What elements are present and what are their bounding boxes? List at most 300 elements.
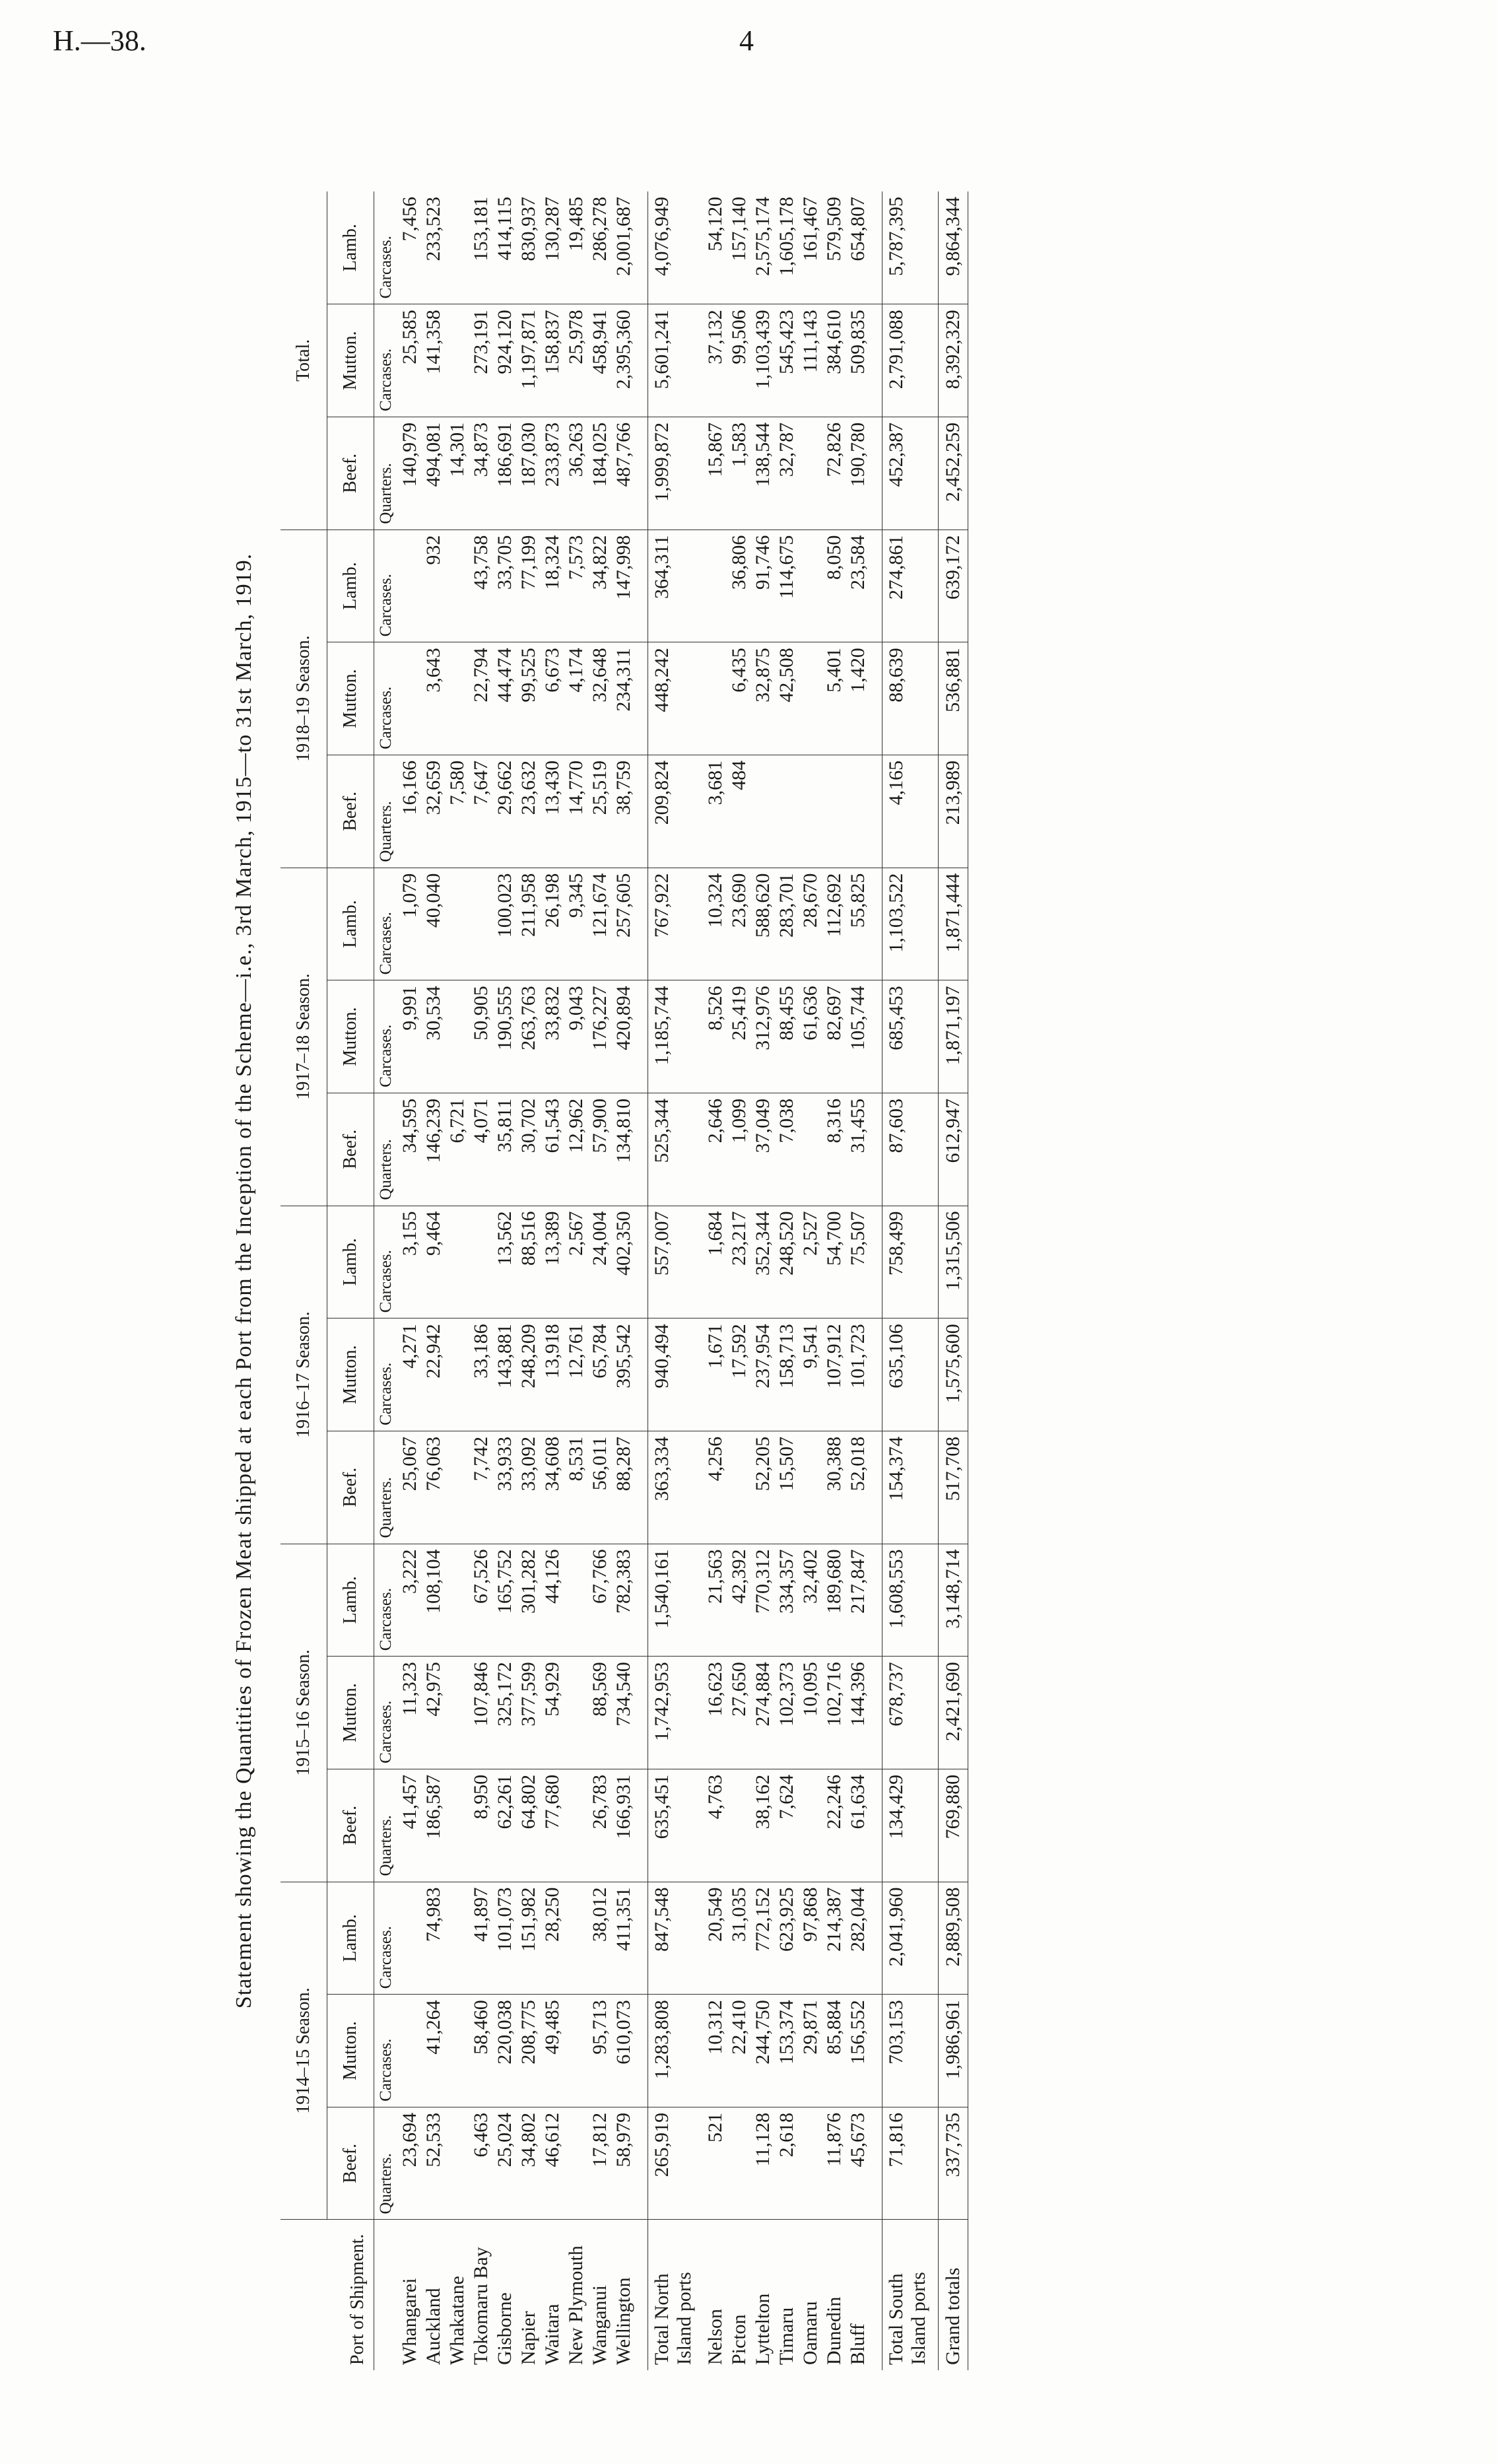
value-cell: 46,612 (541, 2107, 564, 2220)
value-cell: 32,659 (422, 755, 446, 868)
value-cell (799, 1093, 822, 1206)
value-cell: 57,900 (588, 1093, 612, 1206)
spacer-cell (636, 1093, 648, 1206)
value-cell: 301,282 (517, 1544, 541, 1657)
spacer-cell (636, 1318, 648, 1431)
column-header: Beef. (327, 417, 374, 530)
column-header: Mutton. (327, 1318, 374, 1431)
value-cell (564, 1882, 588, 1995)
unit-label: Carcases. (374, 1318, 399, 1431)
value-cell: 144,396 (846, 1657, 870, 1769)
spacer-cell (636, 191, 648, 304)
value-cell (469, 868, 493, 980)
season-header: 1914–15 Season. (281, 1882, 327, 2220)
value-cell: 6,463 (469, 2107, 493, 2220)
value-cell (564, 1769, 588, 1882)
value-cell: 772,152 (751, 1882, 775, 1995)
value-cell: 4,256 (704, 1431, 727, 1544)
value-cell: 34,608 (541, 1431, 564, 1544)
port-name: Auckland (422, 2288, 444, 2365)
spacer-row (636, 191, 648, 2370)
value-cell: 325,172 (493, 1657, 517, 1769)
value-cell: 579,509 (822, 191, 846, 304)
table-row (648, 191, 704, 2370)
value-cell (446, 1882, 469, 1995)
value-cell: 82,697 (822, 980, 846, 1093)
unit-row (374, 191, 399, 2370)
value-cell: 55,825 (846, 868, 870, 980)
value-cell: 67,526 (469, 1544, 493, 1657)
value-cell: 5,401 (822, 642, 846, 755)
value-cell: 257,605 (612, 868, 636, 980)
value-cell: 25,585 (398, 304, 422, 417)
value-cell: 282,044 (846, 1882, 870, 1995)
value-cell: 7,038 (775, 1093, 799, 1206)
unit-label: Carcases. (374, 1544, 399, 1657)
statement-title: Statement showing the Quantities of Frozen Meat shipped at each Port from the Inception of the Scheme—i.e., 3rd March, 1915—to 31st March, 1919. (232, 553, 256, 2009)
value-cell: 107,912 (822, 1318, 846, 1431)
value-cell: 77,680 (541, 1769, 564, 1882)
unit-label: Carcases. (374, 530, 399, 642)
unit-label: Quarters. (374, 2107, 399, 2220)
value-cell: 610,073 (612, 1995, 636, 2107)
table-row (422, 191, 446, 2370)
value-cell: 54,929 (541, 1657, 564, 1769)
value-cell: 654,807 (846, 191, 870, 304)
unit-label: Carcases. (374, 642, 399, 755)
value-cell: 153,181 (469, 191, 493, 304)
value-cell: 9,864,344 (939, 191, 968, 304)
value-cell (704, 530, 727, 642)
spacer-cell (636, 1882, 648, 1995)
value-cell: 557,007 (648, 1206, 704, 1318)
value-cell: 395,542 (612, 1318, 636, 1431)
value-cell: 7,573 (564, 530, 588, 642)
value-cell: 1,315,506 (939, 1206, 968, 1318)
value-cell: 4,174 (564, 642, 588, 755)
value-cell: 782,383 (612, 1544, 636, 1657)
season-header: 1916–17 Season. (281, 1206, 327, 1544)
value-cell: 14,770 (564, 755, 588, 868)
value-cell: 7,647 (469, 755, 493, 868)
value-cell (799, 1431, 822, 1544)
value-cell (799, 417, 822, 530)
value-cell: 23,694 (398, 2107, 422, 2220)
value-cell: 31,455 (846, 1093, 870, 1206)
value-cell: 1,608,553 (882, 1544, 939, 1657)
spacer-cell (870, 530, 882, 642)
value-cell (564, 2107, 588, 2220)
table-row (398, 191, 422, 2370)
value-cell: 102,373 (775, 1657, 799, 1769)
value-cell (564, 1544, 588, 1657)
value-cell (446, 2107, 469, 2220)
value-cell: 2,618 (775, 2107, 799, 2220)
column-header: Mutton. (327, 304, 374, 417)
value-cell: 134,429 (882, 1769, 939, 1882)
value-cell: 14,301 (446, 417, 469, 530)
value-cell: 58,460 (469, 1995, 493, 2107)
value-cell: 11,876 (822, 2107, 846, 2220)
value-cell (727, 1769, 751, 1882)
unit-label: Carcases. (374, 1657, 399, 1769)
value-cell: 3,222 (398, 1544, 422, 1657)
value-cell: 263,763 (517, 980, 541, 1093)
column-header: Lamb. (327, 1206, 374, 1318)
value-cell: 214,387 (822, 1882, 846, 1995)
spacer-cell (636, 2107, 648, 2220)
value-cell: 1,420 (846, 642, 870, 755)
value-cell: 13,562 (493, 1206, 517, 1318)
value-cell: 678,737 (882, 1657, 939, 1769)
value-cell: 28,250 (541, 1882, 564, 1995)
value-cell: 74,983 (422, 1882, 446, 1995)
value-cell: 16,166 (398, 755, 422, 868)
column-header: Beef. (327, 2107, 374, 2220)
value-cell: 1,079 (398, 868, 422, 980)
value-cell: 1,540,161 (648, 1544, 704, 1657)
value-cell: 165,752 (493, 1544, 517, 1657)
value-cell: 158,713 (775, 1318, 799, 1431)
value-cell: 87,603 (882, 1093, 939, 1206)
season-header: 1917–18 Season. (281, 868, 327, 1206)
value-cell (446, 1995, 469, 2107)
value-cell: 35,811 (493, 1093, 517, 1206)
value-cell: 352,344 (751, 1206, 775, 1318)
value-cell (446, 1318, 469, 1431)
value-cell (751, 755, 775, 868)
port-name: Whakatane (446, 2276, 468, 2365)
column-header: Mutton. (327, 642, 374, 755)
table-row (704, 191, 727, 2370)
value-cell (564, 1995, 588, 2107)
value-cell: 1,605,178 (775, 191, 799, 304)
season-header: Total. (281, 191, 327, 530)
value-cell: 72,826 (822, 417, 846, 530)
value-cell: 111,143 (799, 304, 822, 417)
value-cell (846, 755, 870, 868)
value-cell: 734,540 (612, 1657, 636, 1769)
value-cell: 33,933 (493, 1431, 517, 1544)
value-cell: 41,897 (469, 1882, 493, 1995)
value-cell: 6,435 (727, 642, 751, 755)
value-cell: 536,881 (939, 642, 968, 755)
value-cell: 924,120 (493, 304, 517, 417)
spacer-cell (636, 1206, 648, 1318)
value-cell: 101,723 (846, 1318, 870, 1431)
unit-label: Quarters. (374, 1431, 399, 1544)
table-row (469, 191, 493, 2370)
spacer-cell (636, 1995, 648, 2107)
value-cell (446, 304, 469, 417)
unit-label: Quarters. (374, 1769, 399, 1882)
value-cell: 30,702 (517, 1093, 541, 1206)
value-cell (727, 1431, 751, 1544)
value-cell: 13,918 (541, 1318, 564, 1431)
column-header: Lamb. (327, 191, 374, 304)
unit-label: Carcases. (374, 980, 399, 1093)
value-cell: 30,388 (822, 1431, 846, 1544)
value-cell: 67,766 (588, 1544, 612, 1657)
value-cell (446, 191, 469, 304)
port-name: Picton (728, 2314, 750, 2365)
spacer-cell (636, 1769, 648, 1882)
season-header-row (281, 191, 327, 2370)
column-header: Beef. (327, 1093, 374, 1206)
value-cell: 9,043 (564, 980, 588, 1093)
value-cell: 2,646 (704, 1093, 727, 1206)
value-cell: 411,351 (612, 1882, 636, 1995)
value-cell: 88,569 (588, 1657, 612, 1769)
value-cell: 2,395,360 (612, 304, 636, 417)
value-cell: 147,998 (612, 530, 636, 642)
value-cell: 143,881 (493, 1318, 517, 1431)
value-cell: 334,357 (775, 1544, 799, 1657)
value-cell: 1,103,439 (751, 304, 775, 417)
value-cell: 21,563 (704, 1544, 727, 1657)
value-cell: 494,081 (422, 417, 446, 530)
port-name: Wanganui (589, 2285, 611, 2365)
value-cell: 85,884 (822, 1995, 846, 2107)
value-cell: 274,884 (751, 1657, 775, 1769)
value-cell: 7,580 (446, 755, 469, 868)
value-cell: 8,050 (822, 530, 846, 642)
spacer-cell (636, 304, 648, 417)
value-cell: 23,690 (727, 868, 751, 980)
value-cell (799, 530, 822, 642)
value-cell: 25,419 (727, 980, 751, 1093)
value-cell: 146,239 (422, 1093, 446, 1206)
value-cell (446, 1769, 469, 1882)
value-cell: 1,871,444 (939, 868, 968, 980)
value-cell: 213,989 (939, 755, 968, 868)
value-cell: 44,126 (541, 1544, 564, 1657)
value-cell: 3,643 (422, 642, 446, 755)
value-cell: 154,374 (882, 1431, 939, 1544)
value-cell: 10,324 (704, 868, 727, 980)
value-cell: 703,153 (882, 1995, 939, 2107)
port-name: Nelson (704, 2309, 726, 2365)
value-cell: 685,453 (882, 980, 939, 1093)
column-header: Beef. (327, 755, 374, 868)
value-cell: 639,172 (939, 530, 968, 642)
unit-label: Carcases. (374, 1995, 399, 2107)
value-cell: 384,610 (822, 304, 846, 417)
value-cell: 23,584 (846, 530, 870, 642)
spacer-cell (636, 868, 648, 980)
table-row (517, 191, 541, 2370)
value-cell: 141,358 (422, 304, 446, 417)
value-cell: 40,040 (422, 868, 446, 980)
value-cell: 265,919 (648, 2107, 704, 2220)
value-cell: 34,873 (469, 417, 493, 530)
value-cell: 19,485 (564, 191, 588, 304)
spacer-cell (870, 755, 882, 868)
value-cell: 15,507 (775, 1431, 799, 1544)
value-cell: 140,979 (398, 417, 422, 530)
value-cell: 28,670 (799, 868, 822, 980)
value-cell: 12,962 (564, 1093, 588, 1206)
value-cell: 623,925 (775, 1882, 799, 1995)
value-cell: 23,632 (517, 755, 541, 868)
value-cell: 402,350 (612, 1206, 636, 1318)
value-cell: 52,533 (422, 2107, 446, 2220)
value-cell: 1,986,961 (939, 1995, 968, 2107)
value-cell: 33,092 (517, 1431, 541, 1544)
spacer-row (870, 191, 882, 2370)
unit-label: Quarters. (374, 1093, 399, 1206)
spacer-cell (870, 868, 882, 980)
value-cell: 244,750 (751, 1995, 775, 2107)
value-cell: 769,880 (939, 1769, 968, 1882)
value-cell: 4,763 (704, 1769, 727, 1882)
value-cell: 99,525 (517, 642, 541, 755)
value-cell: 209,824 (648, 755, 704, 868)
value-cell: 32,875 (751, 642, 775, 755)
value-cell: 6,721 (446, 1093, 469, 1206)
value-cell: 414,115 (493, 191, 517, 304)
value-cell: 61,636 (799, 980, 822, 1093)
value-cell: 75,507 (846, 1206, 870, 1318)
value-cell: 99,506 (727, 304, 751, 417)
value-cell: 1,099 (727, 1093, 751, 1206)
spacer-cell (636, 642, 648, 755)
value-cell: 65,784 (588, 1318, 612, 1431)
value-cell: 49,485 (541, 1995, 564, 2107)
value-cell: 76,063 (422, 1431, 446, 1544)
value-cell: 161,467 (799, 191, 822, 304)
value-cell: 105,744 (846, 980, 870, 1093)
column-header: Beef. (327, 1431, 374, 1544)
value-cell: 25,067 (398, 1431, 422, 1544)
value-cell (446, 1206, 469, 1318)
column-header: Lamb. (327, 868, 374, 980)
value-cell: 13,430 (541, 755, 564, 868)
value-cell: 517,708 (939, 1431, 968, 1544)
value-cell: 1,185,744 (648, 980, 704, 1093)
value-cell (398, 1995, 422, 2107)
value-cell: 2,889,508 (939, 1882, 968, 1995)
value-cell: 420,894 (612, 980, 636, 1093)
value-cell: 2,567 (564, 1206, 588, 1318)
column-header: Mutton. (327, 1995, 374, 2107)
spacer-cell (870, 1431, 882, 1544)
value-cell: 8,316 (822, 1093, 846, 1206)
port-name: Grand totals (939, 2220, 968, 2370)
value-cell: 153,374 (775, 1995, 799, 2107)
frozen-meat-table-wrapper (281, 191, 968, 2370)
value-cell: 4,165 (882, 755, 939, 868)
value-cell: 830,937 (517, 191, 541, 304)
value-cell: 187,030 (517, 417, 541, 530)
value-cell: 34,595 (398, 1093, 422, 1206)
value-cell: 61,543 (541, 1093, 564, 1206)
value-cell: 509,835 (846, 304, 870, 417)
unit-label: Quarters. (374, 755, 399, 868)
value-cell: 32,402 (799, 1544, 822, 1657)
value-cell: 220,038 (493, 1995, 517, 2107)
value-cell: 4,076,949 (648, 191, 704, 304)
value-cell: 337,735 (939, 2107, 968, 2220)
value-cell (799, 1769, 822, 1882)
value-cell: 27,650 (727, 1657, 751, 1769)
value-cell (446, 868, 469, 980)
value-cell: 1,103,522 (882, 868, 939, 980)
spacer-cell (870, 417, 882, 530)
value-cell: 237,954 (751, 1318, 775, 1431)
value-cell: 186,587 (422, 1769, 446, 1882)
unit-label: Carcases. (374, 1882, 399, 1995)
value-cell: 1,671 (704, 1318, 727, 1431)
value-cell: 545,423 (775, 304, 799, 417)
value-cell: 22,246 (822, 1769, 846, 1882)
value-cell: 37,132 (704, 304, 727, 417)
value-cell: 2,041,960 (882, 1882, 939, 1995)
value-cell (446, 1431, 469, 1544)
value-cell: 9,464 (422, 1206, 446, 1318)
value-cell: 138,544 (751, 417, 775, 530)
value-cell: 190,780 (846, 417, 870, 530)
column-header: Lamb. (327, 1882, 374, 1995)
value-cell: 758,499 (882, 1206, 939, 1318)
table-row (727, 191, 751, 2370)
table-row (541, 191, 564, 2370)
value-cell: 8,392,329 (939, 304, 968, 417)
value-cell: 23,217 (727, 1206, 751, 1318)
table-row (588, 191, 612, 2370)
value-cell: 635,106 (882, 1318, 939, 1431)
spacer-cell (636, 530, 648, 642)
table-row (822, 191, 846, 2370)
value-cell: 1,684 (704, 1206, 727, 1318)
value-cell: 16,623 (704, 1657, 727, 1769)
unit-label: Carcases. (374, 1206, 399, 1318)
value-cell: 52,018 (846, 1431, 870, 1544)
value-cell: 2,001,687 (612, 191, 636, 304)
value-cell: 36,263 (564, 417, 588, 530)
value-cell: 88,516 (517, 1206, 541, 1318)
value-cell: 1,575,600 (939, 1318, 968, 1431)
value-cell: 5,787,395 (882, 191, 939, 304)
port-name: Gisborne (494, 2292, 516, 2365)
value-cell: 487,766 (612, 417, 636, 530)
spacer-cell (636, 2220, 648, 2370)
value-cell: 9,345 (564, 868, 588, 980)
value-cell: 1,999,872 (648, 417, 704, 530)
value-cell: 184,025 (588, 417, 612, 530)
value-cell: 95,713 (588, 1995, 612, 2107)
port-name: Oamaru (799, 2301, 821, 2365)
value-cell: 217,847 (846, 1544, 870, 1657)
value-cell: 3,148,714 (939, 1544, 968, 1657)
value-cell (446, 530, 469, 642)
unit-label: Carcases. (374, 868, 399, 980)
value-cell: 189,680 (822, 1544, 846, 1657)
value-cell: 635,451 (648, 1769, 704, 1882)
value-cell (799, 755, 822, 868)
value-cell: 52,205 (751, 1431, 775, 1544)
spacer-cell (870, 1882, 882, 1995)
value-cell: 484 (727, 755, 751, 868)
value-cell: 56,011 (588, 1431, 612, 1544)
value-cell (799, 2107, 822, 2220)
value-cell: 588,620 (751, 868, 775, 980)
value-cell: 20,549 (704, 1882, 727, 1995)
value-cell: 43,758 (469, 530, 493, 642)
value-cell: 38,012 (588, 1882, 612, 1995)
table-row (799, 191, 822, 2370)
value-cell: 97,868 (799, 1882, 822, 1995)
